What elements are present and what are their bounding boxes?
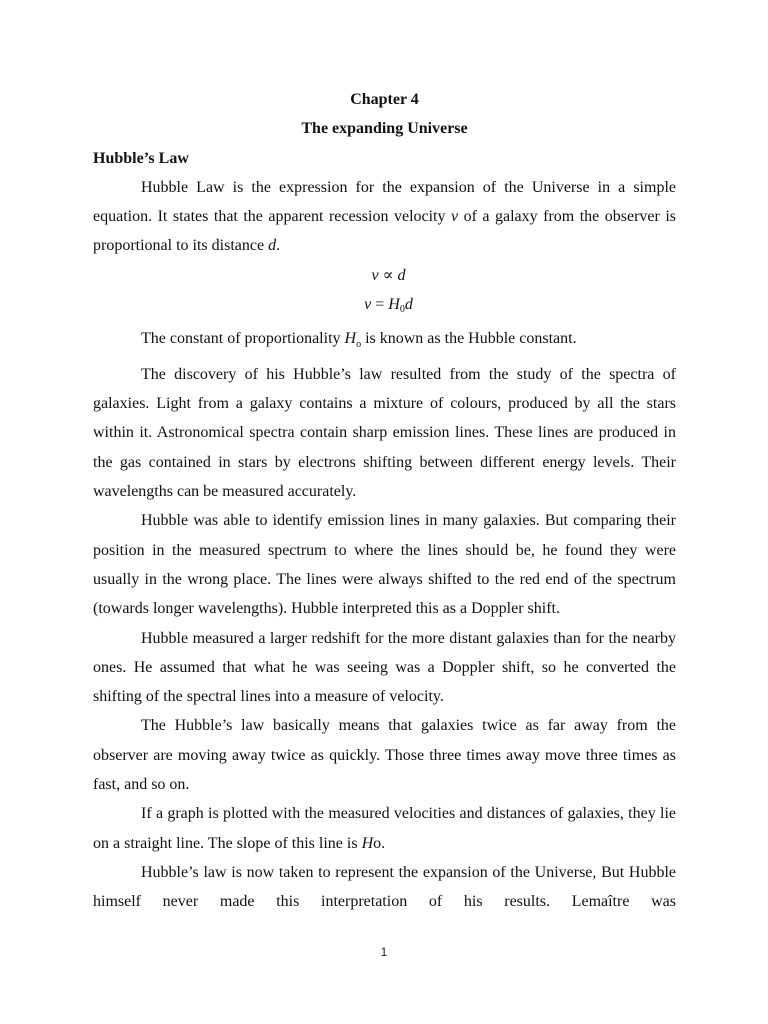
paragraph-graph-slope	[93, 799, 676, 858]
eq1-rhs: d	[397, 266, 406, 284]
eq2-lhs: v	[364, 296, 372, 314]
eq1-lhs: v	[371, 266, 379, 284]
paragraph-hubble-law-intro	[93, 173, 676, 261]
slope-constant: H	[361, 834, 374, 852]
para2-text-b: is known as the Hubble constant.	[361, 330, 577, 348]
equation-hubble-law	[93, 290, 676, 324]
chapter-label: Chapter 4	[350, 91, 419, 108]
constant-subscript: o	[356, 339, 362, 351]
chapter-title: The expanding Universe	[301, 120, 468, 138]
variable-v: v	[451, 208, 459, 226]
para1-text-c: .	[276, 237, 281, 255]
eq1-operator: ∝	[378, 266, 398, 284]
paragraph-expansion-interpretation: Hubble’s law is now taken to represent the expansion of the Universe, But Hubble himself never made this interpretation of his results. Lemaître was	[93, 863, 676, 911]
equation-proportional	[93, 261, 676, 290]
eq2-rhs: d	[404, 296, 413, 314]
paragraph-redshift: Hubble measured a larger redshift for the more distant galaxies than for the nearby ones. He assumed that what he was seeing was a Doppler shift, so he converted the shifting of the spectral lines into a measure of velocity.	[93, 629, 676, 706]
para2-text-a: The constant of proportionality	[141, 330, 345, 348]
section-heading: Hubble’s Law	[93, 149, 189, 167]
constant-h: H	[344, 330, 357, 348]
eq2-subscript: 0	[399, 304, 405, 316]
paragraph-hubble-constant	[93, 324, 676, 359]
page-number: 1	[380, 945, 388, 959]
para1-text-b: of a galaxy from the observer is proportional to its distance	[93, 208, 676, 255]
paragraph-spectra: The discovery of his Hubble’s law resulted from the study of the spectra of galaxies. Light from a galaxy contains a mixture of colours, produced by all the stars within it. Astronomical spectra contain sharp emission lines. These lines are produced in the gas contained in stars by electrons shifting between different energy levels. Their wavelengths can be measured accurately.	[93, 365, 676, 501]
para1-text-a: Hubble Law is the expression for the expansion of the Universe in a simple equation. It states that the apparent recession velocity	[93, 178, 676, 226]
eq2-constant: H	[388, 296, 400, 314]
para7-text-b: o.	[373, 834, 386, 852]
paragraph-law-meaning: The Hubble’s law basically means that galaxies twice as far away from the observer are moving away twice as quickly. Those three times away move three times as fast, and so on.	[93, 717, 676, 794]
paragraph-emission-lines: Hubble was able to identify emission lines in many galaxies. But comparing their position in the measured spectrum to where the lines should be, he found they were usually in the wrong place. The lines were always shifted to the red end of the spectrum (towards longer wavelengths). Hubble interpreted this as a Doppler shift.	[93, 512, 676, 618]
document-page	[93, 85, 676, 917]
eq2-operator: =	[371, 296, 389, 314]
variable-d: d	[268, 237, 277, 255]
para7-text-a: If a graph is plotted with the measured velocities and distances of galaxies, they lie on a straight line. The slope of this line is	[93, 805, 676, 852]
